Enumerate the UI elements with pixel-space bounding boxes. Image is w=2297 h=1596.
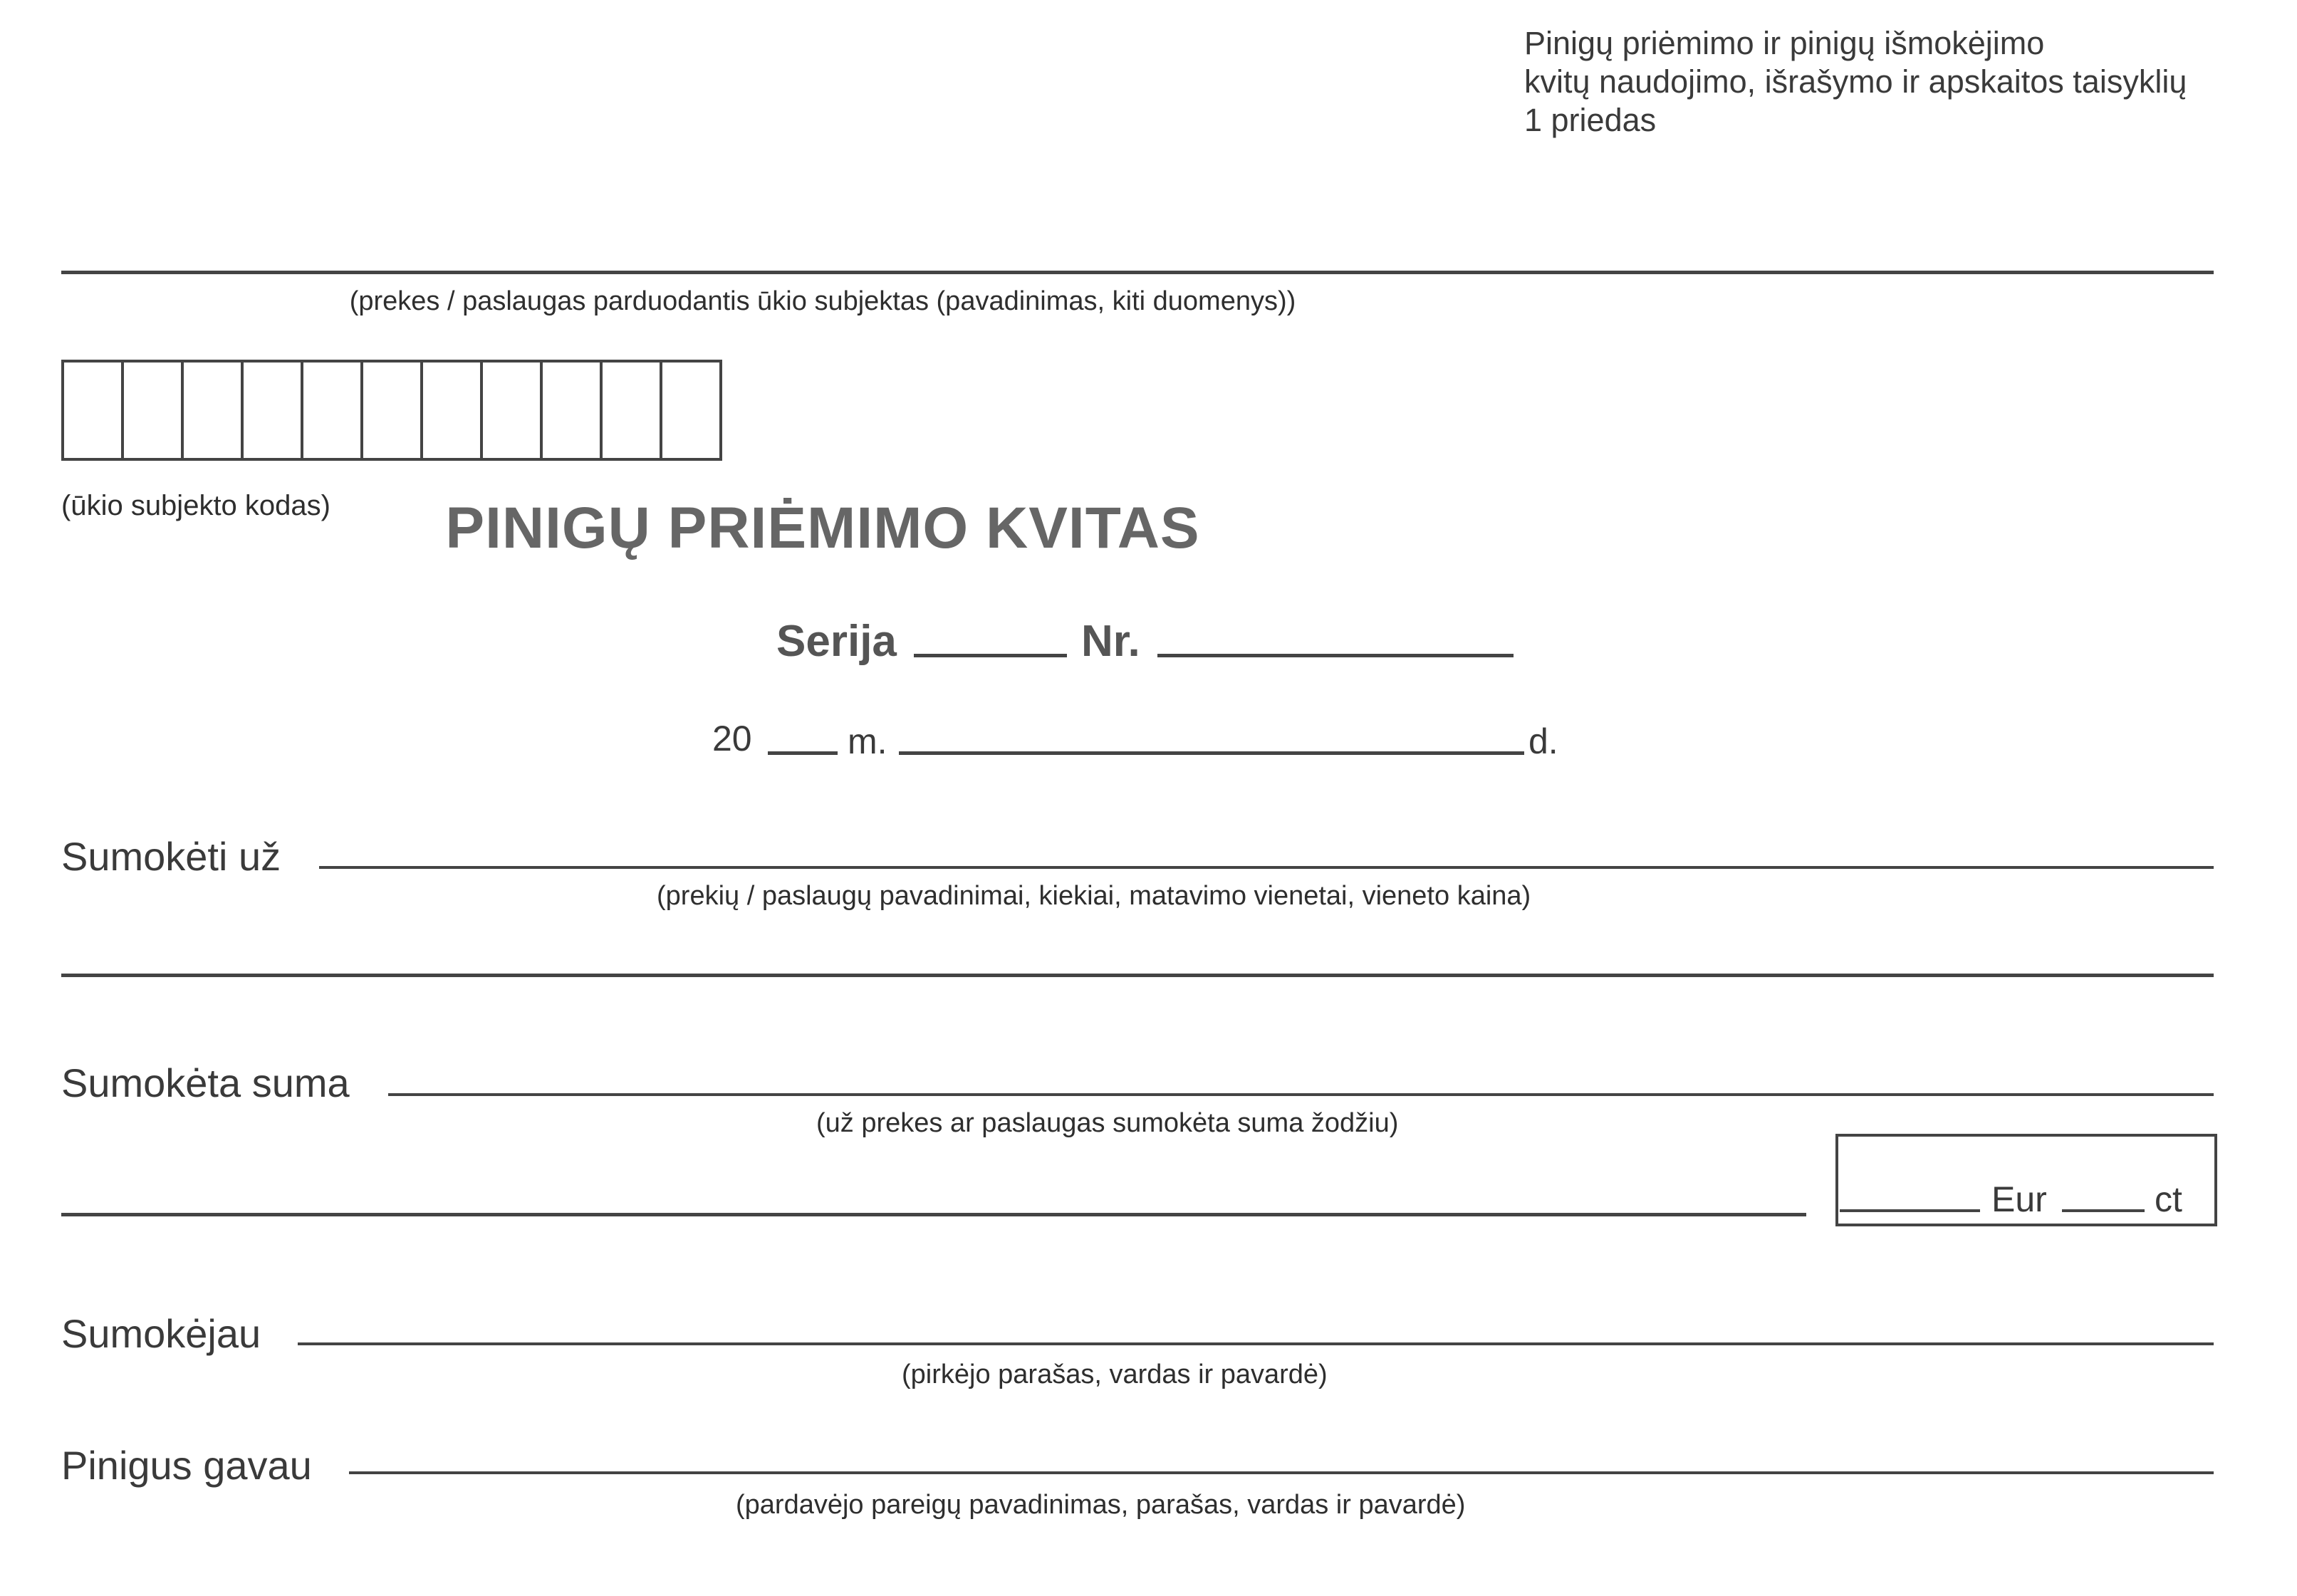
receiver-hint: (pardavėjo pareigų pavadinimas, parašas, vardas ir pavardė) (736, 1490, 1466, 1520)
code-digit-box[interactable] (423, 363, 483, 458)
series-field[interactable] (914, 654, 1067, 657)
code-digit-box[interactable] (483, 363, 543, 458)
pay-for-field[interactable] (319, 866, 2214, 869)
number-label: Nr. (1081, 617, 1140, 666)
appendix-line-1: Pinigų priėmimo ir pinigų išmokėjimo (1524, 25, 2045, 61)
payer-label: Sumokėjau (61, 1311, 261, 1356)
code-digit-box[interactable] (124, 363, 184, 458)
series-label: Serija (776, 617, 897, 666)
eur-field[interactable] (1840, 1209, 1980, 1212)
company-code-hint: (ūkio subjekto kodas) (61, 490, 330, 521)
receiver-label: Pinigus gavau (61, 1443, 312, 1488)
amount-hint: (už prekes ar paslaugas sumokėta suma žodžiu) (816, 1108, 1399, 1138)
amount-words-field-extra[interactable] (61, 1213, 1806, 1216)
amount-label: Sumokėta suma (61, 1060, 350, 1105)
code-digit-box[interactable] (244, 363, 303, 458)
appendix-line-2: kvitų naudojimo, išrašymo ir apskaitos taisyklių (1524, 63, 2187, 100)
company-code-boxes[interactable] (61, 360, 722, 461)
appendix-note (1524, 24, 2187, 140)
eur-label: Eur (1991, 1179, 2047, 1219)
code-digit-box[interactable] (64, 363, 124, 458)
code-digit-box[interactable] (303, 363, 363, 458)
appendix-line-3: 1 priedas (1524, 102, 1657, 138)
pay-for-field-extra[interactable] (61, 974, 2214, 977)
amount-words-field[interactable] (388, 1093, 2214, 1096)
ct-label: ct (2155, 1179, 2182, 1219)
receiver-field[interactable] (349, 1471, 2214, 1474)
date-year-prefix: 20 (712, 719, 752, 758)
number-field[interactable] (1157, 654, 1514, 657)
code-digit-box[interactable] (603, 363, 662, 458)
pay-for-label: Sumokėti už (61, 834, 281, 879)
code-digit-box[interactable] (662, 363, 719, 458)
seller-hint: (prekes / paslaugas parduodantis ūkio subjektas (pavadinimas, kiti duomenys)) (349, 286, 1296, 316)
code-digit-box[interactable] (363, 363, 423, 458)
date-day-label: d. (1528, 721, 1558, 761)
month-day-field[interactable] (899, 751, 1524, 755)
code-digit-box[interactable] (543, 363, 603, 458)
receipt-title: PINIGŲ PRIĖMIMO KVITAS (445, 496, 1200, 560)
date-month-label: m. (848, 721, 887, 761)
code-digit-box[interactable] (184, 363, 244, 458)
payer-hint: (pirkėjo parašas, vardas ir pavardė) (902, 1360, 1328, 1389)
year-field[interactable] (768, 751, 838, 755)
payer-field[interactable] (298, 1342, 2214, 1345)
ct-field[interactable] (2062, 1209, 2145, 1212)
seller-field[interactable] (61, 271, 2214, 274)
pay-for-hint: (prekių / paslaugų pavadinimai, kiekiai, matavimo vienetai, vieneto kaina) (657, 881, 1531, 911)
